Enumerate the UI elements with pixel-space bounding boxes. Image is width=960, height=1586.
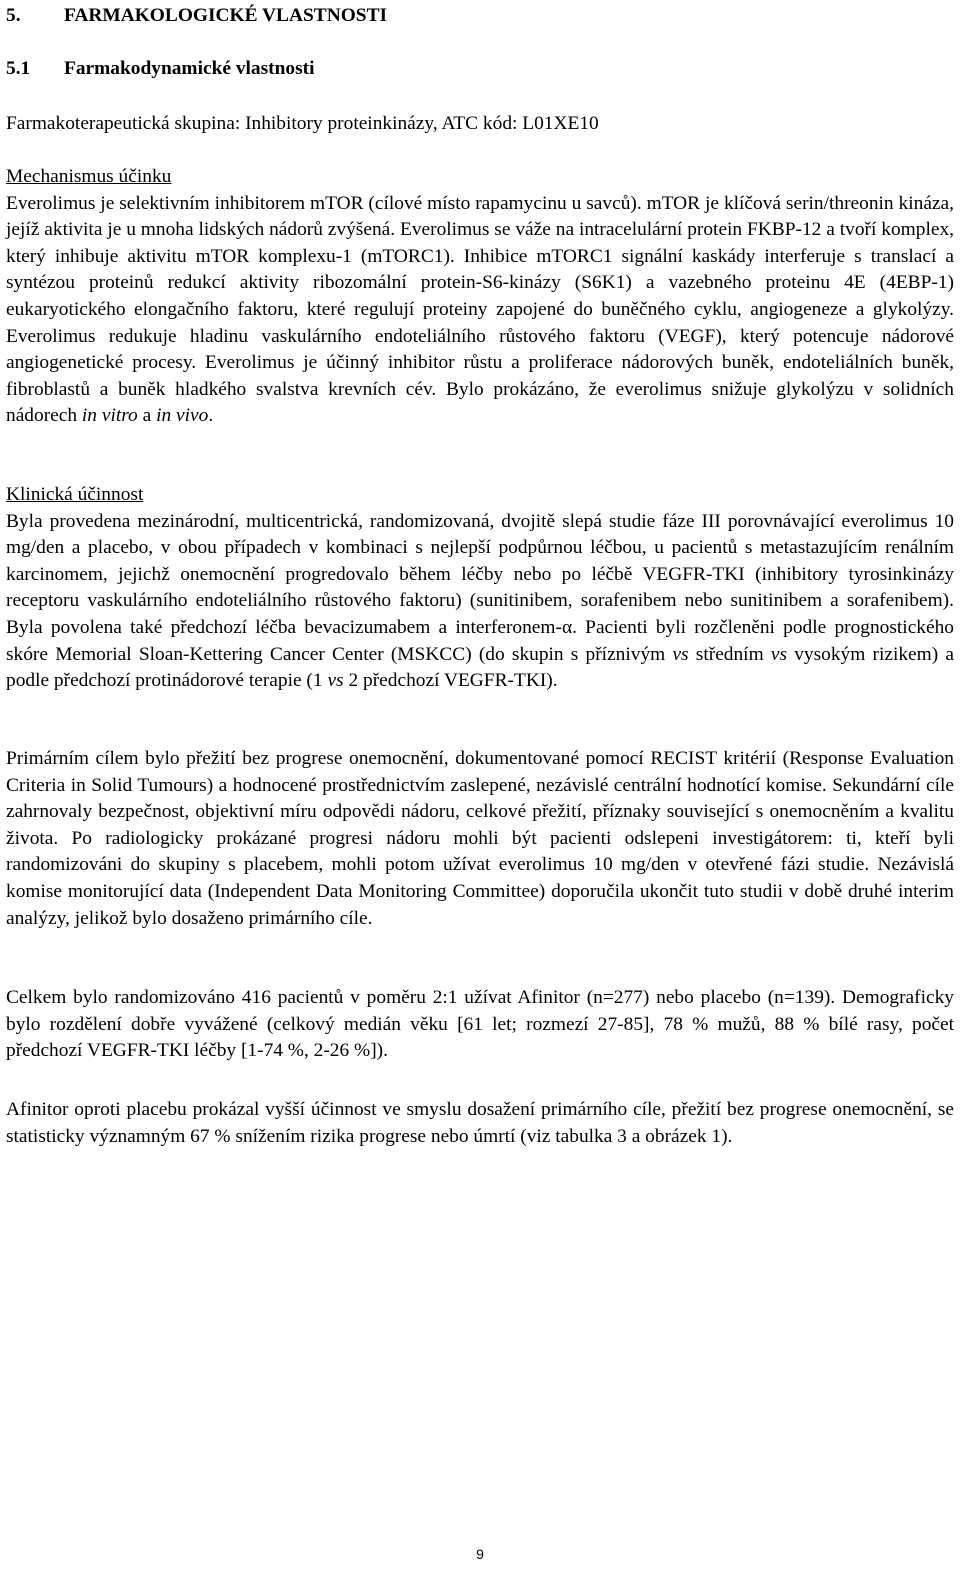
efficacy-section (6, 482, 954, 695)
vs-term: vs (327, 670, 344, 692)
efficacy-heading: Klinická účinnost (6, 484, 144, 505)
mechanism-heading: Mechanismus účinku (6, 166, 172, 187)
mechanism-section (6, 164, 954, 430)
mechanism-end: . (208, 405, 214, 427)
in-vivo-term: in vivo (156, 405, 209, 427)
in-vitro-term: in vitro (81, 405, 138, 427)
efficacy-paragraph-4: Afinitor oproti placebu prokázal vyšší účinnost ve smyslu dosažení primárního cíle, přežití bez progrese onemocnění, se statisticky významným 67 % snížením rizika progrese nebo úmrtí (viz tabulka 3 a obrázek 1). (6, 1099, 954, 1147)
section-title: FARMAKOLOGICKÉ VLASTNOSTI (64, 5, 388, 26)
subsection-title: Farmakodynamické vlastnosti (64, 58, 315, 79)
section-number: 5. (6, 5, 21, 26)
efficacy-paragraph-3: Celkem bylo randomizováno 416 pacientů v poměru 2:1 užívat Afinitor (n=277) nebo placebo (n=139). Demograficky bylo rozdělení dobře vyvážené (celkový medián věku [61 let; rozmezí 27-85], 78 % mužů, 88 % bílé rasy, počet předchozí VEGFR-TKI léčby [1-74 %, 2-26 %]). (6, 987, 954, 1062)
efficacy-p1-text: 2 předchozí VEGFR-TKI). (348, 670, 558, 692)
pharmacotherapeutic-group: Farmakoterapeutická skupina: Inhibitory proteinkinázy, ATC kód: L01XE10 (6, 113, 599, 134)
vs-term: vs (770, 643, 788, 665)
mechanism-paragraph (6, 191, 954, 430)
mechanism-conjunction: a (142, 405, 152, 427)
efficacy-p1-text: Byla provedena mezinárodní, multicentrická, randomizovaná, dvojitě slepá studie fáze III porovnávající everolimus 10 mg/den a placebo, v obou případech v kombinaci s nejlepší podpůrnou léčbou, u pacientů s metastazujícím renálním karcinomem, jejichž onemocnění progredovalo během léčby nebo po léčbě VEGFR-TKI (inhibitory tyrosinkinázy receptoru vaskulárního endoteliálního růstového faktoru) (sunitinibem, sorafenibem nebo sunitinibem a sorafenibem). Byla povolena také předchozí léčba bevacizumabem a interferonem-α. Pacienti byli rozčleněni podle prognostického skóre Memorial Sloan-Kettering Cancer Center (MSKCC) (do skupin s příznivým (6, 510, 954, 665)
mechanism-text: Everolimus je selektivním inhibitorem mTOR (cílové místo rapamycinu u savců). mTOR je klíčová serin/threonin kináza, jejíž aktivita je u mnoha lidských nádorů zvýšená. Everolimus se váže na intracelulární protein FKBP-12 a tvoří komplex, který inhibuje aktivitu mTOR komplexu-1 (mTORC1). Inhibice mTORC1 signální kaskády interferuje s translací a syntézou proteinů redukcí aktivity ribozomální protein-S6-kinázy (S6K1) a vazebného proteinu 4E (4EBP-1) eukaryotického elongačního faktoru, které regulují proteiny zapojené do buněčného cyklu, angiogeneze a glykolýzy. Everolimus redukuje hladinu vaskulárního endoteliálního růstového faktoru (VEGF), který potencuje nádorové angiogenetické procesy. Everolimus je účinný inhibitor růstu a proliferace nádorových buněk, endoteliálních buněk, fibroblastů a buněk hladkého svalstva krevních cév. Bylo prokázáno, že everolimus snižuje glykolýzu v solidních nádorech (6, 192, 954, 427)
subsection-number: 5.1 (6, 58, 31, 79)
subsection-heading (6, 56, 314, 82)
page-number: 9 (476, 1546, 484, 1562)
efficacy-paragraph-2: Primárním cílem bylo přežití bez progrese onemocnění, dokumentované pomocí RECIST kritérií (Response Evaluation Criteria in Solid Tumours) a hodnocené prostřednictvím zaslepené, nezávislé centrální hodnotící komise. Sekundární cíle zahrnovaly bezpečnost, objektivní míru odpovědi nádoru, celkové přežití, příznaky související s onemocněním a kvalitu života. Po radiologicky prokázané progresi nádoru mohli být pacienti odslepeni investigátorem: ti, kteří byli randomizováni do skupiny s placebem, mohli potom užívat everolimus 10 mg/den v otevřené fázi studie. Nezávislá komise monitorující data (Independent Data Monitoring Committee) doporučila ukončit tuto studii v době druhé interim analýzy, jelikož bylo dosaženo primárního cíle. (6, 748, 954, 929)
efficacy-paragraph-1 (6, 509, 954, 695)
vs-term: vs (672, 643, 689, 665)
efficacy-p1-text: vysokým rizikem) a podle předchozí protinádorové terapie (1 (6, 643, 954, 692)
section-heading (6, 3, 387, 29)
efficacy-p1-text: středním (695, 643, 764, 665)
